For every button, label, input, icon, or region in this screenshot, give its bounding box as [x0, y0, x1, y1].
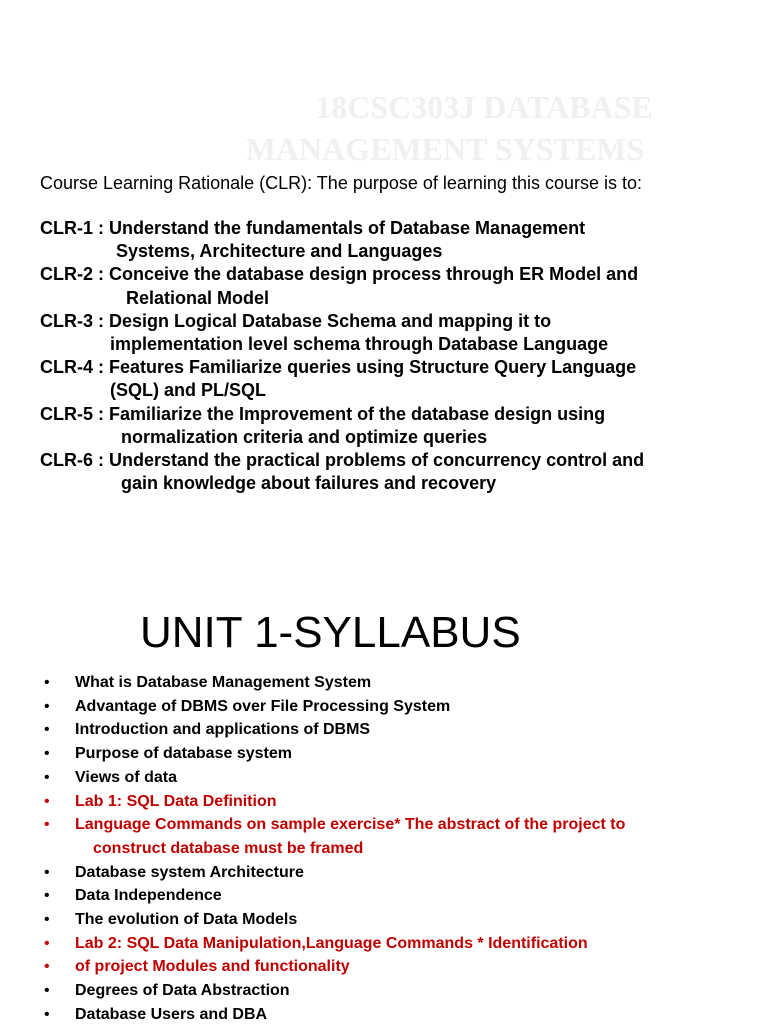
syllabus-item	[40, 742, 760, 766]
clr-item	[40, 310, 740, 356]
syllabus-item-text: Purpose of database system	[75, 745, 292, 763]
syllabus-item-text: Language Commands on sample exercise* The abstract of the project to	[75, 816, 626, 834]
clr-item-line: CLR-2 : Conceive the database design process through ER Model and	[40, 264, 639, 285]
syllabus-item	[40, 908, 760, 932]
syllabus-item	[40, 1003, 760, 1027]
syllabus-item-text: Degrees of Data Abstraction	[75, 982, 290, 1000]
unit-title: UNIT 1-SYLLABUS	[140, 608, 521, 657]
clr-item-line: CLR-1 : Understand the fundamentals of Database Management	[40, 218, 586, 238]
syllabus-list	[40, 671, 760, 1027]
clr-item-line: CLR-3 : Design Logical Database Schema and mapping it to	[40, 310, 552, 331]
clr-item-line: CLR-4 : Features Familiarize queries using Structure Query Language	[40, 357, 637, 378]
clr-item-continuation: (SQL) and PL/SQL	[110, 380, 266, 401]
title-line-1: 18CSC303J DATABASE	[315, 89, 653, 125]
syllabus-item	[40, 861, 760, 885]
clr-item	[40, 449, 740, 495]
title-line-2: MANAGEMENT SYSTEMS	[245, 131, 645, 167]
page-title	[0, 86, 768, 170]
bullet-icon: •	[44, 887, 50, 905]
bullet-icon: •	[44, 721, 50, 739]
bullet-icon: •	[44, 982, 50, 1000]
syllabus-item-text: Lab 2: SQL Data Manipulation,Language Commands * Identification	[75, 934, 588, 952]
bullet-icon: •	[44, 697, 50, 715]
syllabus-item-text: Introduction and applications of DBMS	[75, 721, 371, 739]
syllabus-item-text: Views of data	[75, 768, 177, 786]
syllabus-item	[40, 932, 760, 956]
syllabus-item	[40, 695, 760, 719]
bullet-icon: •	[44, 934, 50, 952]
bullet-icon: •	[44, 1005, 50, 1023]
syllabus-item-text: Lab 1: SQL Data Definition	[75, 792, 277, 810]
syllabus-item-text: What is Database Management System	[75, 674, 372, 691]
syllabus-item-continuation: construct database must be framed	[93, 839, 364, 857]
clr-item-line: CLR-6 : Understand the practical problems of concurrency control and	[40, 450, 645, 471]
clr-intro: Course Learning Rationale (CLR): The purpose of learning this course is to:	[40, 173, 642, 193]
clr-item	[40, 263, 740, 309]
bullet-icon: •	[44, 674, 50, 691]
syllabus-item	[40, 884, 760, 908]
syllabus-item-text: of project Modules and functionality	[75, 958, 350, 976]
bullet-icon: •	[44, 958, 50, 976]
syllabus-item	[40, 718, 760, 742]
syllabus-item	[40, 979, 760, 1003]
bullet-icon: •	[44, 768, 50, 786]
syllabus-item	[40, 813, 760, 860]
syllabus-item	[40, 671, 760, 695]
clr-item-line: CLR-5 : Familiarize the Improvement of the database design using	[40, 403, 606, 424]
clr-item	[40, 403, 740, 449]
syllabus-item	[40, 955, 760, 979]
bullet-icon: •	[44, 863, 50, 881]
clr-item-continuation: implementation level schema through Database Language	[110, 334, 609, 355]
syllabus-item	[40, 790, 760, 814]
bullet-icon: •	[44, 911, 50, 929]
syllabus-item-text: Data Independence	[75, 887, 222, 905]
clr-item-continuation: Relational Model	[126, 287, 270, 308]
bullet-icon: •	[44, 792, 50, 810]
clr-item-continuation: Systems, Architecture and Languages	[116, 241, 443, 262]
syllabus-item-text: Database system Architecture	[75, 863, 304, 881]
bullet-icon: •	[44, 745, 50, 763]
syllabus-item-text: Advantage of DBMS over File Processing System	[75, 697, 451, 715]
clr-list	[40, 217, 740, 495]
syllabus-item-text: The evolution of Data Models	[75, 911, 298, 929]
syllabus-item-text: Database Users and DBA	[75, 1005, 268, 1023]
bullet-icon: •	[44, 816, 50, 834]
clr-item-continuation: normalization criteria and optimize queries	[121, 426, 488, 447]
syllabus-item	[40, 766, 760, 790]
clr-item-continuation: gain knowledge about failures and recovery	[121, 473, 497, 494]
clr-item	[40, 217, 740, 263]
clr-item	[40, 356, 740, 402]
